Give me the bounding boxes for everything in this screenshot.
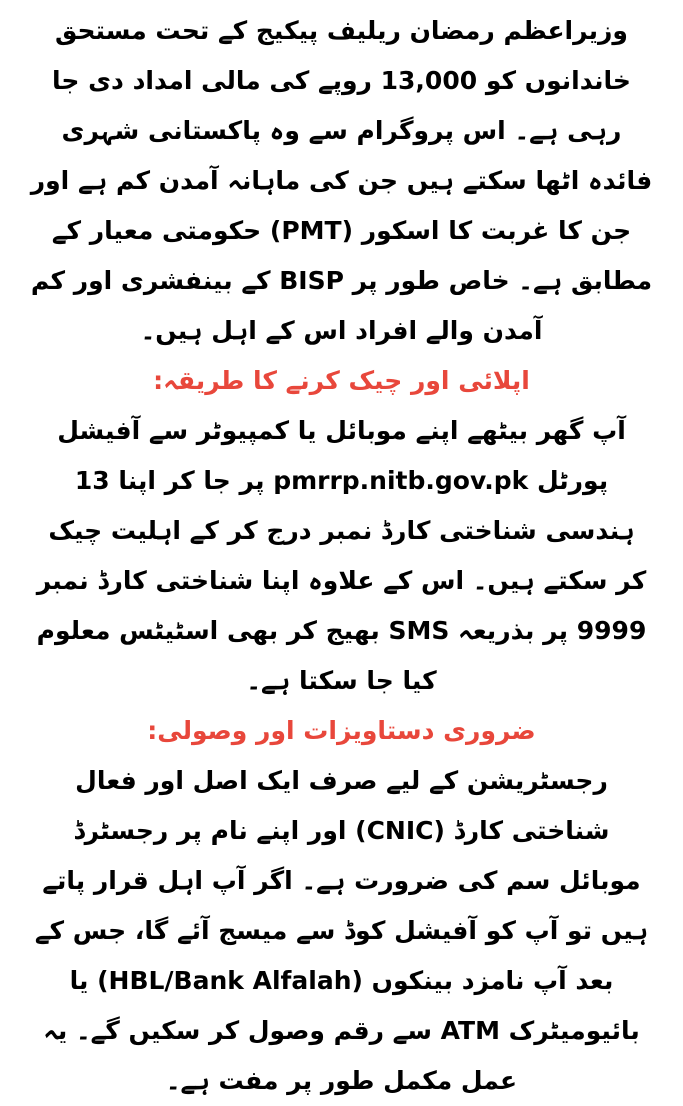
apply-check-heading: اپلائی اور چیک کرنے کا طریقہ:	[153, 366, 530, 395]
eligibility-paragraph: وزیراعظم رمضان ریلیف پیکیج کے تحت مستحق خاندانوں کو 13,000 روپے کی مالی امداد دی جا رہی ہے۔ اس پروگرام سے وہ پاکستانی شہری فائدہ اٹھا سکتے ہیں جن کی ماہانہ آمدن کم ہے اور جن کا غربت کا اسکور (PMT) حکومتی معیار کے مطابق ہے۔ خاص طور پر BISP کے بینفشری اور کم آمدن والے افراد اس کے اہل ہیں۔	[30, 16, 653, 345]
apply-check-paragraph: آپ گھر بیٹھے اپنے موبائل یا کمپیوٹر سے آفیشل پورٹل pmrrp.nitb.gov.pk پر جا کر اپنا 13 ہندسی شناختی کارڈ نمبر درج کر کے اہلیت چیک کر سکتے ہیں۔ اس کے علاوہ اپنا شناختی کارڈ نمبر 9999 پر بذریعہ SMS بھیج کر بھی اسٹیٹس معلوم کیا جا سکتا ہے۔	[36, 416, 647, 695]
documents-heading: ضروری دستاویزات اور وصولی:	[147, 716, 536, 745]
documents-paragraph: رجسٹریشن کے لیے صرف ایک اصل اور فعال شناختی کارڈ (CNIC) اور اپنے نام پر رجسٹرڈ موبائل سم کی ضرورت ہے۔ اگر آپ اہل قرار پاتے ہیں تو آپ کو آفیشل کوڈ سے میسج آئے گا، جس کے بعد آپ نامزد بینکوں (HBL/Bank Alfalah) یا بائیومیٹرک ATM سے رقم وصول کر سکیں گے۔ یہ عمل مکمل طور پر مفت ہے۔	[34, 766, 649, 1095]
